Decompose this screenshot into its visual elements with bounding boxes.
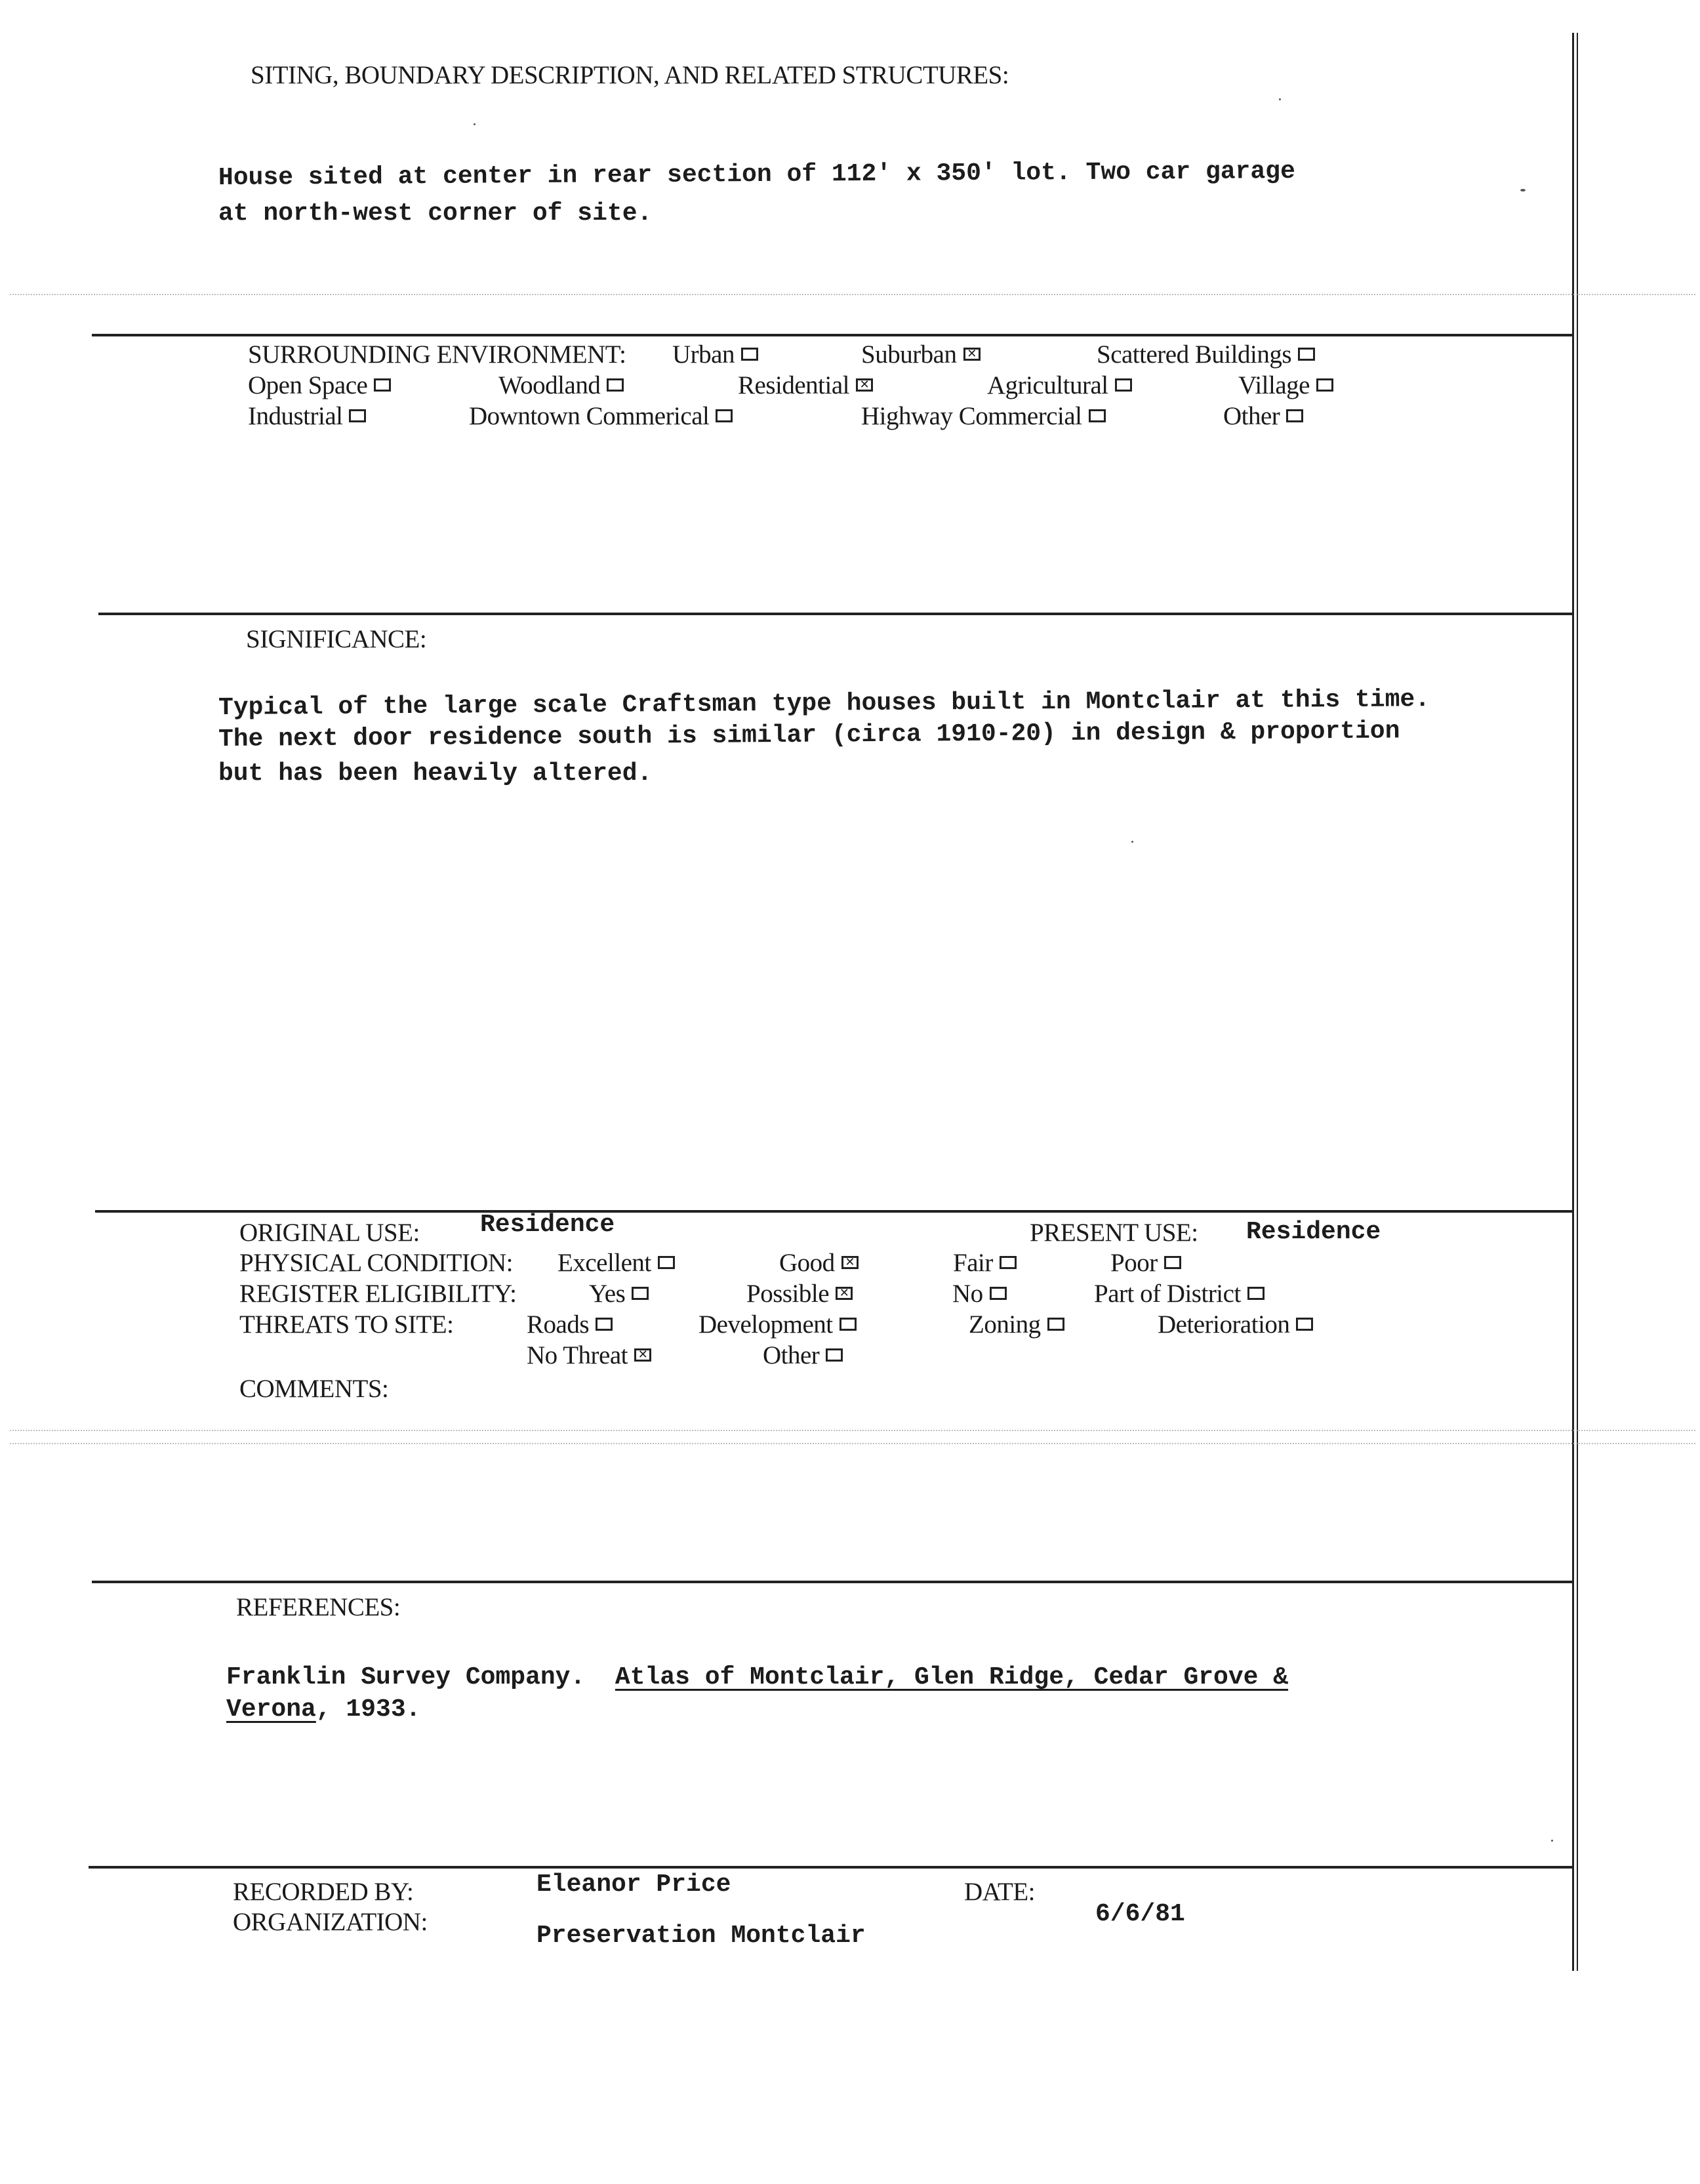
scan-speck (1520, 189, 1526, 192)
checkbox-suburban[interactable] (963, 348, 981, 361)
significance-line-3: but has been heavily altered. (218, 759, 653, 788)
env-option-open-space[interactable]: Open Space (248, 371, 391, 400)
divider-use (95, 1210, 1573, 1213)
organization-value: Preservation Montclair (536, 1922, 866, 1950)
checkbox-excellent[interactable] (658, 1256, 675, 1269)
significance-line-2: The next door residence south is similar (circa 1910-20) in design & proportion (218, 717, 1400, 754)
threat-option-development[interactable]: Development (698, 1310, 857, 1339)
divider-references (92, 1581, 1573, 1583)
divider-significance (98, 613, 1573, 615)
comments-label: COMMENTS: (239, 1375, 389, 1403)
date-value: 6/6/81 (1095, 1900, 1185, 1928)
references-heading: REFERENCES: (236, 1593, 401, 1621)
scan-speck (1279, 98, 1281, 100)
threats-label: THREATS TO SITE: (239, 1310, 454, 1339)
divider-environment (92, 334, 1573, 336)
checkbox-poor[interactable] (1164, 1256, 1181, 1269)
checkbox-urban[interactable] (741, 348, 758, 361)
checkbox-threat-other[interactable] (826, 1348, 843, 1362)
reference-title: Atlas of Montclair, Glen Ridge, Cedar Grove & (615, 1663, 1289, 1691)
env-option-downtown-commercial[interactable]: Downtown Commerical (469, 401, 733, 431)
checkbox-agricultural[interactable] (1115, 378, 1132, 392)
eligibility-option-possible[interactable]: Possible✕ (746, 1279, 853, 1308)
eligibility-option-no[interactable]: No (952, 1279, 1007, 1308)
reference-author: Franklin Survey Company. (226, 1663, 586, 1691)
checkbox-yes[interactable] (632, 1287, 649, 1300)
fold-line (10, 294, 1695, 295)
checkbox-residential[interactable] (856, 378, 873, 392)
condition-option-fair[interactable]: Fair (953, 1248, 1017, 1278)
physical-condition-label: PHYSICAL CONDITION: (239, 1249, 513, 1277)
right-border-line-outer (1572, 33, 1574, 1971)
condition-option-good[interactable]: Good✕ (779, 1248, 859, 1278)
checkbox-deterioration[interactable] (1296, 1318, 1313, 1331)
condition-option-excellent[interactable]: Excellent (557, 1248, 675, 1278)
divider-recorded (89, 1866, 1573, 1869)
organization-label: ORGANIZATION: (233, 1908, 428, 1936)
checkbox-roads[interactable] (596, 1318, 613, 1331)
present-use-value: Residence (1246, 1218, 1381, 1246)
env-option-other[interactable]: Other (1223, 401, 1303, 431)
environment-heading: SURROUNDING ENVIRONMENT: (248, 340, 626, 369)
fold-line (10, 1430, 1695, 1431)
threat-option-other[interactable]: Other (763, 1341, 843, 1370)
reference-title-continued: Verona (226, 1695, 316, 1724)
scan-speck (1551, 1840, 1553, 1842)
checkbox-scattered-buildings[interactable] (1298, 348, 1315, 361)
fold-line (10, 1443, 1695, 1444)
env-option-woodland[interactable]: Woodland (498, 371, 624, 400)
eligibility-option-part-of-district[interactable]: Part of District (1094, 1279, 1265, 1308)
checkbox-no[interactable] (990, 1287, 1007, 1300)
recorded-by-label: RECORDED BY: (233, 1878, 414, 1906)
checkbox-part-of-district[interactable] (1247, 1287, 1265, 1300)
threat-option-roads[interactable]: Roads (527, 1310, 613, 1339)
checkbox-highway-commercial[interactable] (1089, 409, 1106, 422)
checkbox-possible[interactable] (836, 1287, 853, 1300)
register-eligibility-label: REGISTER ELIGIBILITY: (239, 1280, 517, 1308)
env-option-highway-commercial[interactable]: Highway Commercial (861, 401, 1106, 431)
checkbox-env-other[interactable] (1286, 409, 1303, 422)
checkbox-no-threat[interactable] (634, 1348, 651, 1362)
reference-entry-line-2 (226, 1695, 420, 1724)
env-option-village[interactable]: Village (1238, 371, 1333, 400)
condition-option-poor[interactable]: Poor (1110, 1248, 1181, 1278)
original-use-label: ORIGINAL USE: (239, 1219, 420, 1247)
reference-year: , 1933. (315, 1695, 421, 1724)
checkbox-woodland[interactable] (607, 378, 624, 392)
siting-heading: SITING, BOUNDARY DESCRIPTION, AND RELATED STRUCTURES: (251, 61, 1009, 89)
env-option-urban[interactable]: Urban (672, 340, 758, 369)
checkbox-good[interactable] (841, 1256, 859, 1269)
env-option-agricultural[interactable]: Agricultural (987, 371, 1132, 400)
eligibility-option-yes[interactable]: Yes (589, 1279, 649, 1308)
env-option-suburban[interactable]: Suburban✕ (861, 340, 981, 369)
present-use-label: PRESENT USE: (1030, 1219, 1198, 1247)
scan-speck (1131, 841, 1133, 843)
checkbox-open-space[interactable] (374, 378, 391, 392)
checkbox-development[interactable] (840, 1318, 857, 1331)
significance-heading: SIGNIFICANCE: (246, 625, 427, 653)
siting-line-1: House sited at center in rear section of 112' x 350' lot. Two car garage (218, 157, 1295, 192)
env-option-scattered-buildings[interactable]: Scattered Buildings (1097, 340, 1315, 369)
scan-speck (474, 123, 476, 125)
threat-option-no-threat[interactable]: No Threat✕ (527, 1341, 651, 1370)
checkbox-zoning[interactable] (1047, 1318, 1064, 1331)
siting-line-2: at north-west corner of site. (218, 199, 653, 228)
date-label: DATE: (964, 1878, 1035, 1906)
threat-option-deterioration[interactable]: Deterioration (1158, 1310, 1313, 1339)
right-border-line-inner (1577, 33, 1578, 1971)
env-option-residential[interactable]: Residential✕ (738, 371, 873, 400)
significance-line-1: Typical of the large scale Craftsman type houses built in Montclair at this time. (218, 685, 1430, 722)
checkbox-industrial[interactable] (349, 409, 366, 422)
checkbox-fair[interactable] (1000, 1256, 1017, 1269)
threat-option-zoning[interactable]: Zoning (969, 1310, 1064, 1339)
checkbox-downtown-commercial[interactable] (716, 409, 733, 422)
checkbox-village[interactable] (1316, 378, 1333, 392)
recorded-by-value: Eleanor Price (536, 1871, 731, 1899)
reference-entry-line-1 (226, 1663, 1288, 1691)
env-option-industrial[interactable]: Industrial (248, 401, 366, 431)
original-use-value: Residence (480, 1211, 615, 1239)
